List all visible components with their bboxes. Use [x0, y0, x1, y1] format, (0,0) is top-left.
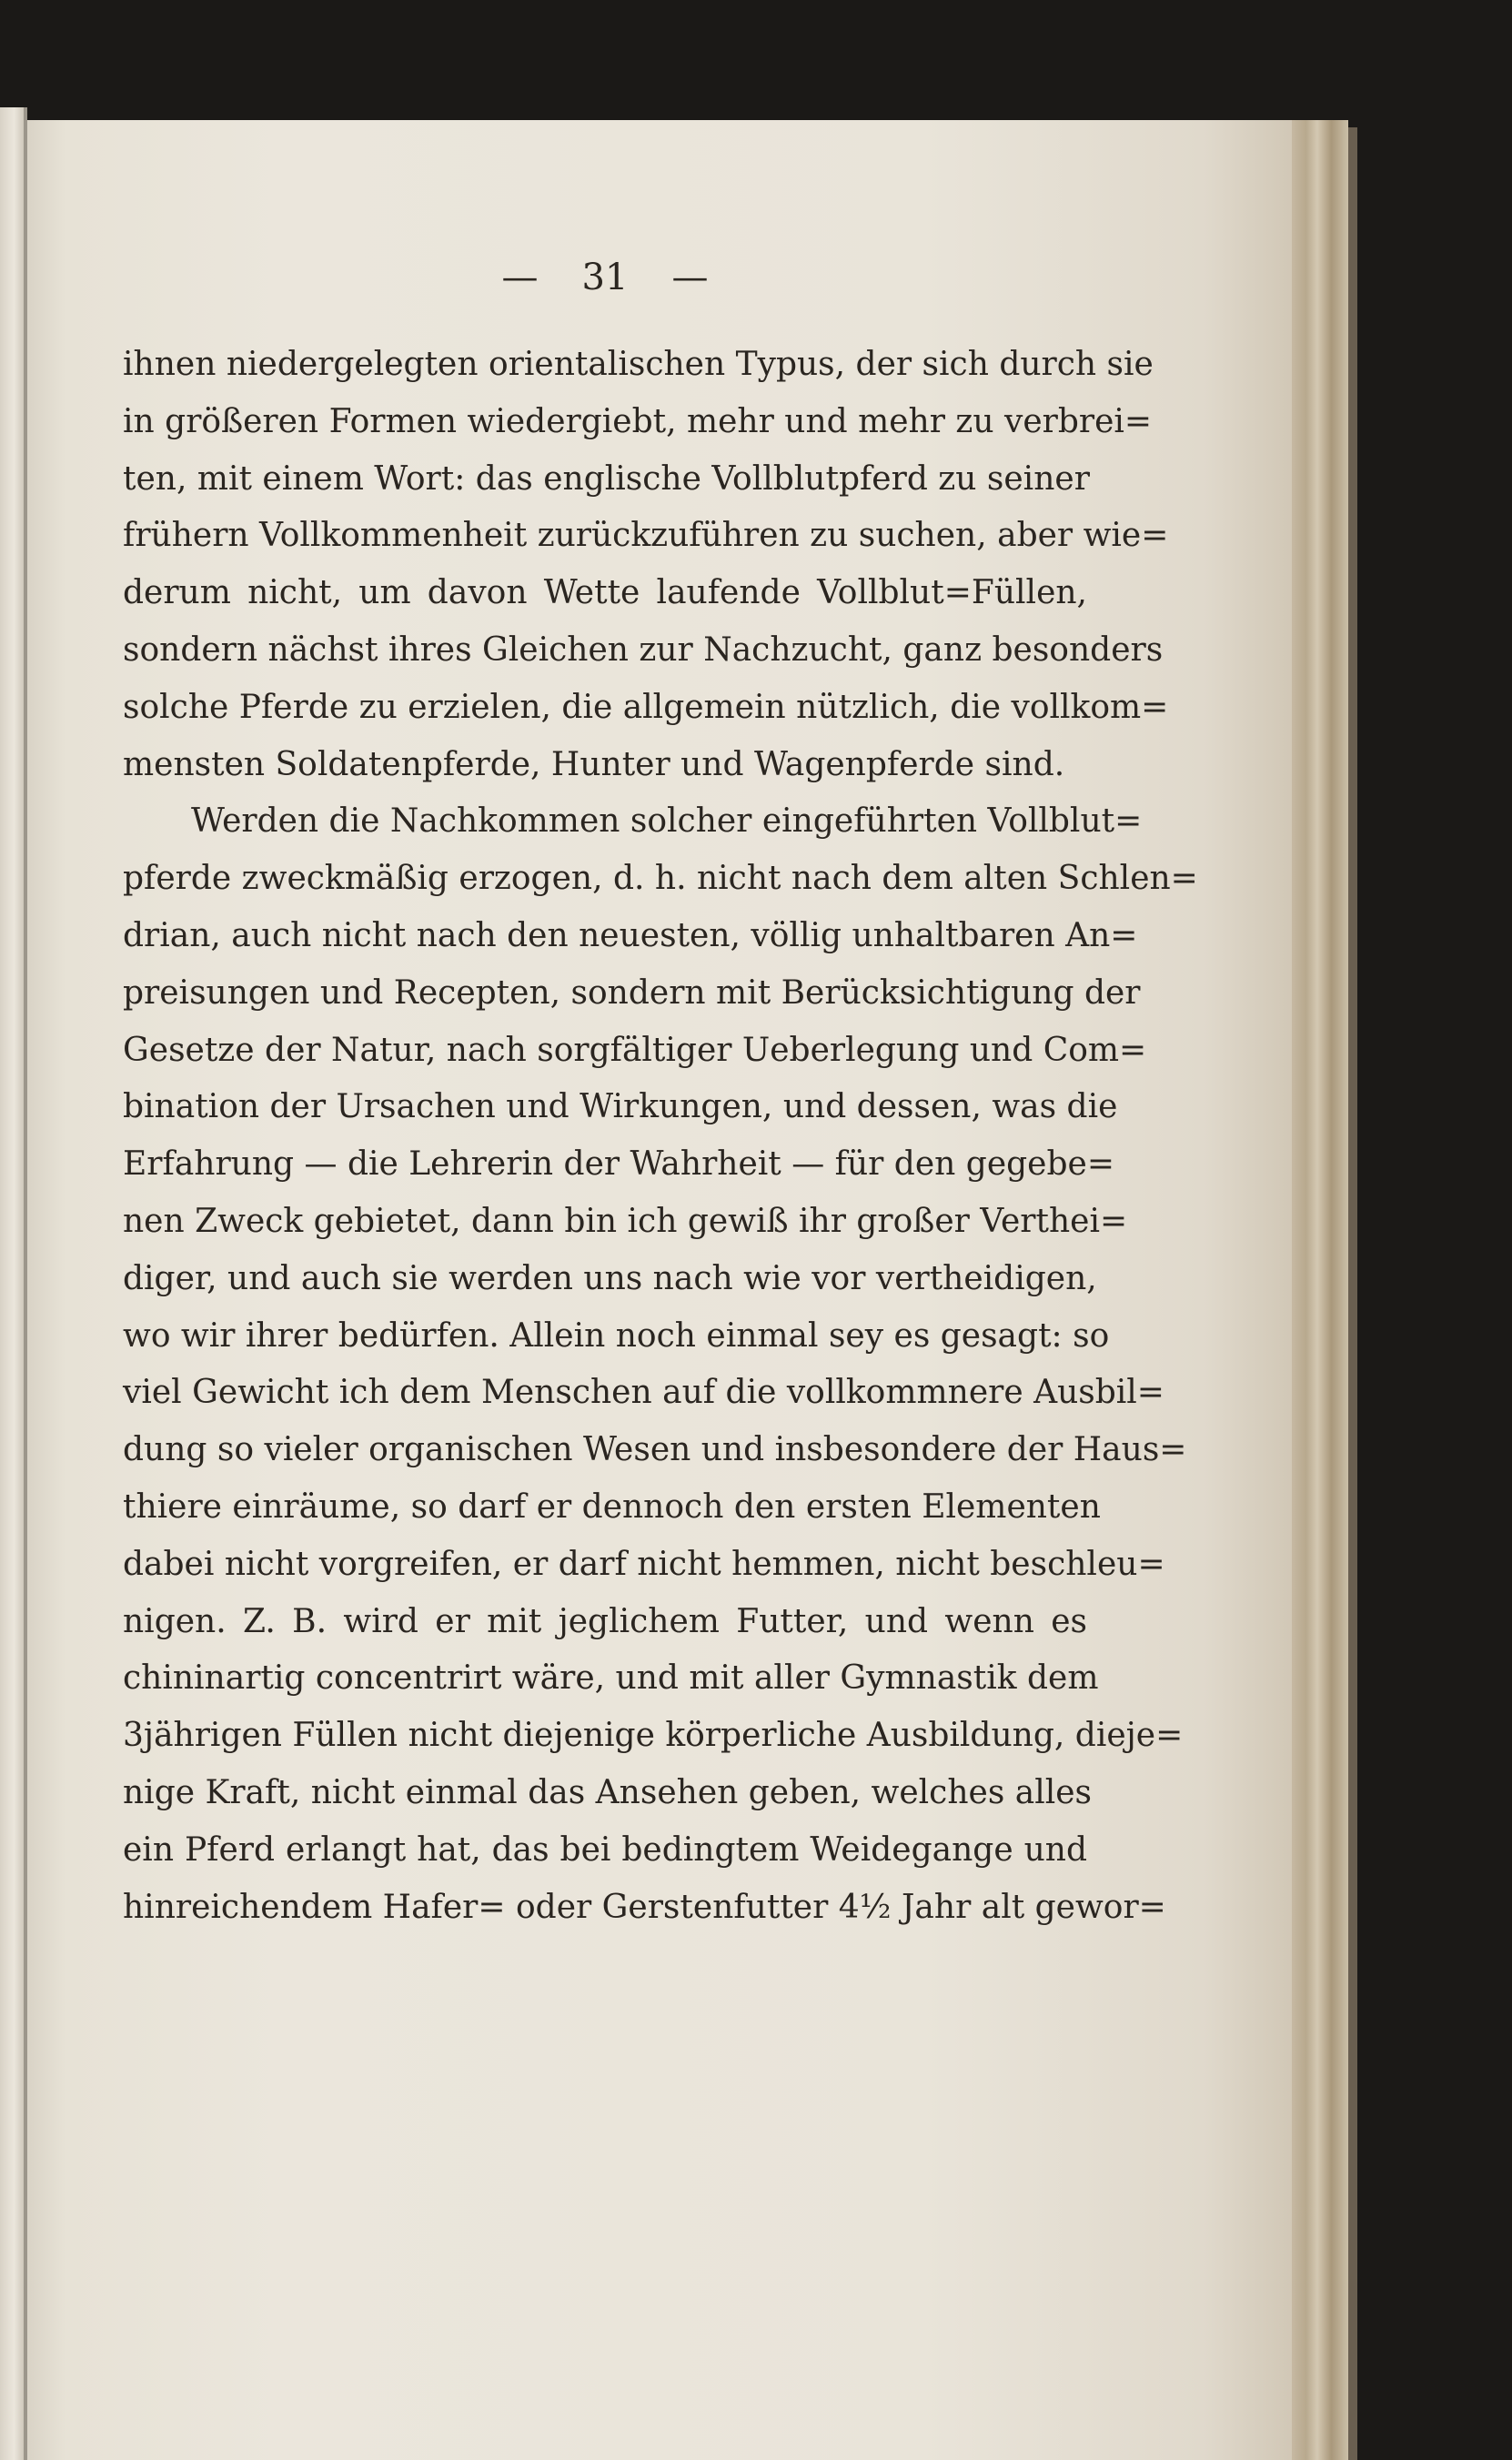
text-line: diger, und auch sie werden uns nach wie vor vertheidigen,	[123, 1259, 1097, 1297]
running-head	[455, 250, 755, 305]
paragraph-first-line: Werden die Nachkommen solcher eingeführten Vollblut=	[191, 802, 1143, 841]
text-line: dung so vieler organischen Wesen und insbesondere der Haus=	[123, 1431, 1187, 1469]
running-head-dash-left: —	[501, 257, 539, 298]
page-stack-edge	[1292, 120, 1348, 2460]
text-line: Erfahrung — die Lehrerin der Wahrheit — für den gegebe=	[123, 1145, 1114, 1184]
facing-page-edge	[0, 107, 24, 2460]
page-number: 31	[581, 257, 629, 298]
text-line: ten, mit einem Wort: das englische Vollblutpferd zu seiner	[123, 459, 1090, 498]
text-line: pferde zweckmäßig erzogen, d. h. nicht nach dem alten Schlen=	[123, 860, 1198, 898]
text-line: frühern Vollkommenheit zurückzuführen zu suchen, aber wie=	[123, 517, 1169, 555]
text-line: drian, auch nicht nach den neuesten, völlig unhaltbaren An=	[123, 916, 1138, 954]
text-line: sondern nächst ihres Gleichen zur Nachzucht, ganz besonders	[123, 630, 1164, 669]
page-stack-shadow	[1348, 127, 1357, 2460]
text-line: solche Pferde zu erzielen, die allgemein nützlich, die vollkom=	[123, 688, 1169, 726]
text-line: ihnen niedergelegten orientalischen Typus, der sich durch sie	[123, 346, 1154, 383]
text-line: nige Kraft, nicht einmal das Ansehen geben, welches alles	[123, 1773, 1093, 1811]
text-line: nigen. Z. B. wird er mit jeglichem Futter, und wenn es	[123, 1602, 1087, 1640]
text-line: Gesetze der Natur, nach sorgfältiger Ueberlegung und Com=	[123, 1031, 1147, 1069]
text-line: nen Zweck gebietet, dann bin ich gewiß ihr großer Verthei=	[123, 1202, 1128, 1240]
text-line: viel Gewicht ich dem Menschen auf die vollkommnere Ausbil=	[123, 1374, 1164, 1412]
text-line: in größeren Formen wiedergiebt, mehr und mehr zu verbrei=	[123, 402, 1153, 440]
text-line: ein Pferd erlangt hat, das bei bedingtem Weidegange und	[123, 1830, 1087, 1869]
text-line: chininartig concentrirt wäre, und mit aller Gymnastik dem	[123, 1659, 1099, 1698]
text-line: hinreichendem Hafer= oder Gerstenfutter 4½ Jahr alt gewor=	[123, 1888, 1166, 1926]
text-line: wo wir ihrer bedürfen. Allein noch einmal sey es gesagt: so	[123, 1316, 1110, 1355]
text-line: bination der Ursachen und Wirkungen, und dessen, was die	[123, 1088, 1118, 1126]
running-head-dash-right: —	[671, 257, 709, 298]
text-line: preisungen und Recepten, sondern mit Berücksichtigung der	[123, 973, 1141, 1012]
text-line: thiere einräume, so darf er dennoch den ersten Elementen	[123, 1487, 1101, 1526]
text-line: derum nicht, um davon Wette laufende Vollblut=Füllen,	[123, 574, 1087, 612]
text-line: dabei nicht vorgreifen, er darf nicht hemmen, nicht beschleu=	[123, 1545, 1165, 1583]
paragraph-end-line: mensten Soldatenpferde, Hunter und Wagenpferde sind.	[123, 745, 1065, 783]
text-line: 3jährigen Füllen nicht diejenige körperliche Ausbildung, dieje=	[123, 1717, 1184, 1755]
body-text	[123, 337, 1198, 1936]
